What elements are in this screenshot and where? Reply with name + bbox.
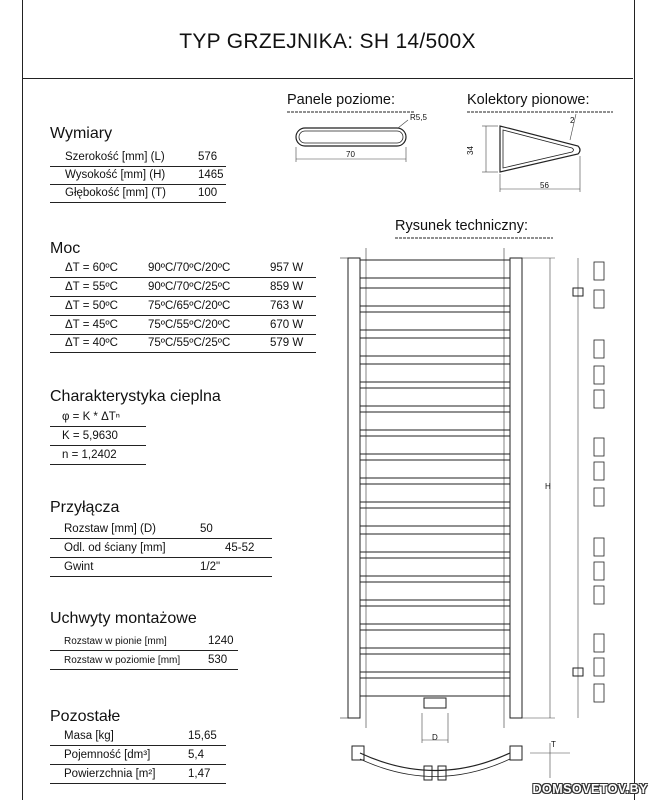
- panel-radius-dim: R5,5: [410, 113, 427, 122]
- pozostale-label: Pojemność [dm³]: [64, 749, 151, 761]
- moc-power: 763 W: [270, 300, 304, 312]
- radiator-side-rib: [594, 438, 604, 456]
- section-moc-heading: Moc: [50, 240, 81, 257]
- charakterystyka-row: [50, 408, 146, 427]
- moc-temps: 75ºC/65ºC/20ºC: [148, 300, 231, 312]
- section-charakterystyka-heading: Charakterystyka cieplna: [50, 388, 221, 405]
- watermark: DOMSOVETOV.BY: [532, 782, 648, 796]
- wymiary-row: [50, 148, 226, 167]
- uchwyty-label: Rozstaw w pionie [mm]: [64, 636, 167, 647]
- uchwyty-value: 1240: [208, 635, 234, 647]
- radiator-panel: [360, 364, 510, 382]
- radiator-side-rib: [594, 634, 604, 652]
- przylacza-value: 50: [200, 523, 213, 535]
- charakterystyka-row: [50, 446, 146, 465]
- radiator-panel: [360, 630, 510, 648]
- moc-power: 957 W: [270, 262, 304, 274]
- depth-dim: T: [551, 740, 556, 749]
- moc-power: 859 W: [270, 281, 304, 293]
- radiator-side-rib: [594, 488, 604, 506]
- moc-row: [50, 278, 316, 297]
- przylacza-label: Rozstaw [mm] (D): [64, 523, 156, 535]
- radiator-side-rib: [594, 684, 604, 702]
- radiator-panel: [360, 534, 510, 552]
- radiator-panel: [360, 338, 510, 356]
- moc-dt: ΔT = 45ºC: [65, 319, 118, 331]
- radiator-panel: [360, 388, 510, 406]
- radiator-side-rib: [594, 562, 604, 580]
- wymiary-label: Wysokość [mm] (H): [65, 169, 166, 181]
- pozostale-label: Masa [kg]: [64, 730, 114, 742]
- radiator-side-rib: [594, 538, 604, 556]
- radiator-side-rib: [594, 262, 604, 280]
- uchwyty-label: Rozstaw w poziomie [mm]: [64, 655, 181, 666]
- moc-temps: 75ºC/55ºC/25ºC: [148, 337, 231, 349]
- moc-row: [50, 259, 316, 278]
- radiator-panel: [360, 678, 510, 696]
- przylacza-label: Odl. od ściany [mm]: [64, 542, 166, 554]
- moc-power: 670 W: [270, 319, 304, 331]
- radiator-side-rib: [594, 290, 604, 308]
- panel-width-dim: 70: [346, 150, 355, 159]
- moc-temps: 75ºC/55ºC/20ºC: [148, 319, 231, 331]
- section-uchwyty-heading: Uchwyty montażowe: [50, 610, 197, 627]
- radiator-technical-drawing: [340, 248, 610, 788]
- przylacza-value: 45-52: [225, 542, 255, 554]
- rysunek-label: Rysunek techniczny:: [395, 218, 528, 234]
- panel-section-drawing: [290, 114, 420, 174]
- radiator-panel: [360, 412, 510, 430]
- uchwyty-value: 530: [208, 654, 228, 666]
- charakterystyka-row: [50, 427, 146, 446]
- section-pozostale-heading: Pozostałe: [50, 708, 121, 725]
- moc-row: [50, 334, 316, 353]
- kolektor-width-dim: 56: [540, 181, 549, 190]
- moc-row: [50, 316, 316, 335]
- moc-dt: ΔT = 60ºC: [65, 262, 118, 274]
- height-dim: H: [545, 482, 551, 491]
- pozostale-value: 1,47: [188, 768, 211, 780]
- moc-dt: ΔT = 50ºC: [65, 300, 118, 312]
- section-przylacza-heading: Przyłącza: [50, 499, 120, 516]
- wymiary-row: [50, 184, 226, 203]
- pozostale-label: Powierzchnia [m²]: [64, 768, 156, 780]
- rysunek-underline: [395, 237, 553, 241]
- radiator-panel: [360, 508, 510, 526]
- radiator-panel: [360, 460, 510, 478]
- radiator-panel: [360, 312, 510, 330]
- moc-row: [50, 297, 316, 316]
- pozostale-value: 15,65: [188, 730, 217, 742]
- kolektor-height-dim: 34: [465, 146, 475, 155]
- kolektor-thickness-dim: 2: [570, 116, 575, 125]
- radiator-side-rib: [594, 462, 604, 480]
- title-box: [22, 0, 633, 79]
- radiator-panel: [360, 558, 510, 576]
- przylacza-value: 1/2": [200, 561, 221, 573]
- radiator-side-rib: [594, 390, 604, 408]
- panele-label: Panele poziome:: [287, 92, 396, 108]
- wymiary-label: Szerokość [mm] (L): [65, 151, 165, 163]
- charakterystyka-n: n = 1,2402: [62, 449, 117, 461]
- radiator-panel: [360, 654, 510, 672]
- przylacza-label: Gwint: [64, 561, 94, 573]
- section-wymiary-heading: Wymiary: [50, 125, 113, 142]
- pozostale-row: [50, 765, 226, 784]
- uchwyty-row: [50, 632, 238, 651]
- page-title: TYP GRZEJNIKA: SH 14/500X: [179, 30, 476, 53]
- wymiary-label: Głębokość [mm] (T): [65, 187, 166, 199]
- charakterystyka-formula: φ = K * ΔTⁿ: [62, 411, 120, 423]
- kolektory-label: Kolektory pionowe:: [467, 92, 590, 108]
- radiator-panel: [360, 582, 510, 600]
- moc-power: 579 W: [270, 337, 304, 349]
- wymiary-value: 1465: [198, 169, 224, 181]
- radiator-side-rib: [594, 658, 604, 676]
- radiator-side-rib: [594, 586, 604, 604]
- moc-temps: 90ºC/70ºC/25ºC: [148, 281, 231, 293]
- radiator-panel: [360, 606, 510, 624]
- przylacza-row: [50, 558, 272, 577]
- wymiary-value: 100: [198, 187, 218, 199]
- charakterystyka-k: K = 5,9630: [62, 430, 118, 442]
- pozostale-value: 5,4: [188, 749, 204, 761]
- przylacza-row: [50, 539, 272, 558]
- moc-dt: ΔT = 55ºC: [65, 281, 118, 293]
- pozostale-row: [50, 727, 226, 746]
- moc-temps: 90ºC/70ºC/20ºC: [148, 262, 231, 274]
- wymiary-value: 576: [198, 151, 218, 163]
- radiator-side-rib: [594, 366, 604, 384]
- radiator-panel: [360, 288, 510, 306]
- radiator-panel: [360, 484, 510, 502]
- wymiary-row: [50, 166, 226, 185]
- przylacza-row: [50, 520, 272, 539]
- spacing-dim: D: [432, 733, 438, 742]
- radiator-side-rib: [594, 340, 604, 358]
- radiator-panel: [360, 260, 510, 278]
- pozostale-row: [50, 746, 226, 765]
- moc-dt: ΔT = 40ºC: [65, 337, 118, 349]
- radiator-panel: [360, 436, 510, 454]
- uchwyty-row: [50, 651, 238, 670]
